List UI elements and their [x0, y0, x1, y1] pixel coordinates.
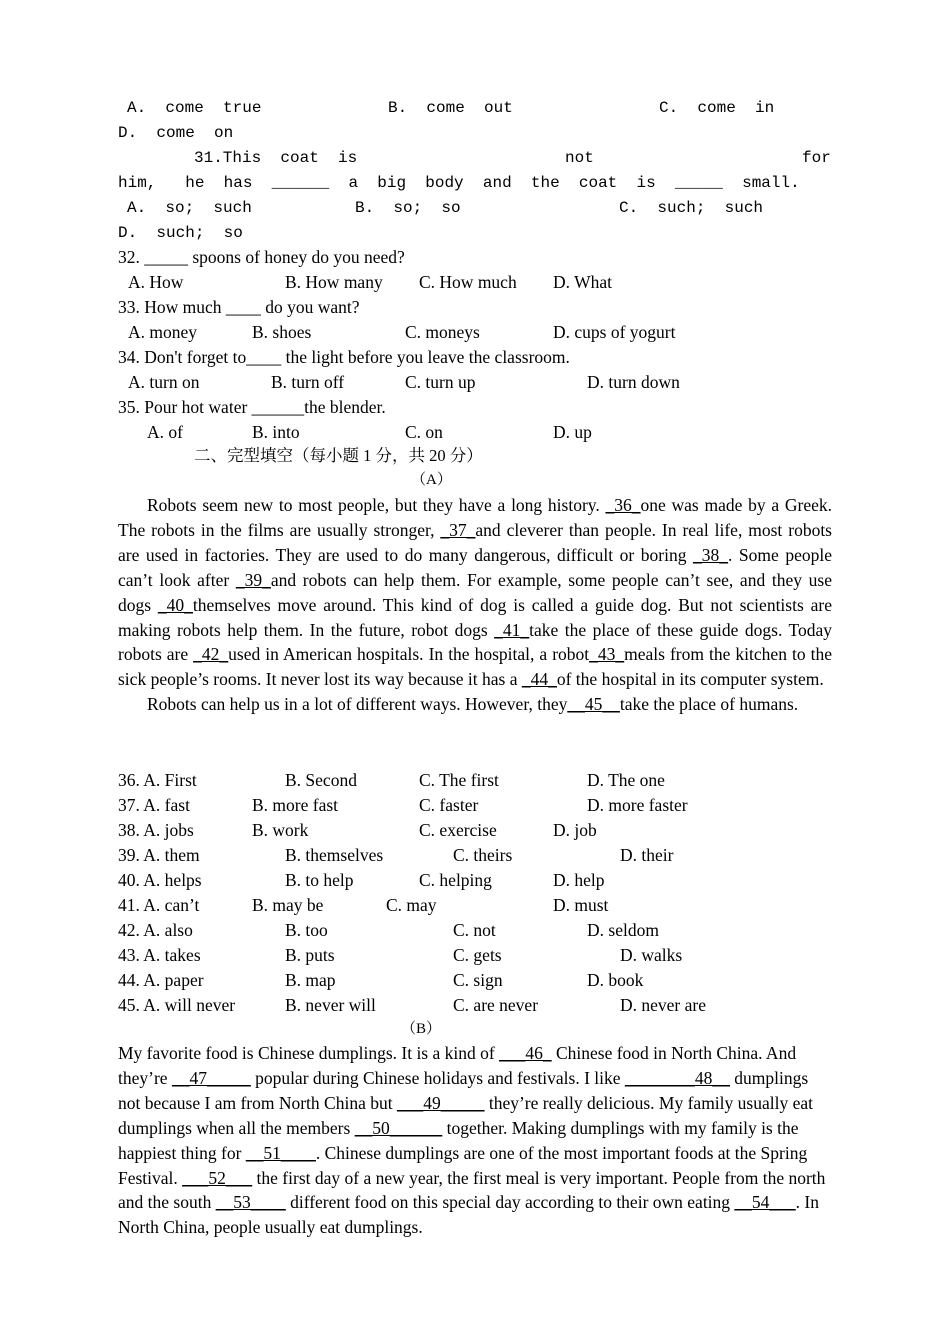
blank-46: ___46_: [499, 1043, 552, 1063]
q33-option-c: C. moneys: [405, 322, 480, 342]
blank-50: __50______: [354, 1117, 443, 1138]
q38-option-d: D. job: [553, 820, 597, 840]
blank-47: __47_____: [171, 1067, 251, 1088]
q42-option-b: B. too: [285, 920, 328, 940]
q31-option-b: B. so; so: [355, 199, 461, 217]
q39-option-c: C. theirs: [453, 845, 513, 865]
q32-option-c: C. How much: [419, 272, 517, 292]
q34-option-d: D. turn down: [587, 372, 680, 392]
blank-37: _37_: [440, 519, 476, 540]
blank-41: _41_: [494, 619, 530, 640]
section-title: 二、完型填空（每小题 1 分，共 20 分）: [194, 446, 483, 465]
q37-option-a: 37. A. fast: [118, 795, 190, 815]
q42-option-d: D. seldom: [587, 920, 659, 940]
passage-a: [118, 493, 832, 717]
q41-option-c: C. may: [386, 895, 437, 915]
q34-option-b: B. turn off: [271, 372, 345, 392]
blank-43: _43_: [589, 644, 625, 665]
q35-option-d: D. up: [553, 422, 592, 442]
q39-option-b: B. themselves: [285, 845, 384, 865]
blank-45: __45__: [567, 694, 620, 715]
q45-option-d: D. never are: [620, 995, 706, 1015]
q31-stem-part3: for: [802, 149, 831, 167]
q30-option-d: D. come on: [118, 124, 234, 142]
q31-stem-part1: 31.This coat is: [194, 149, 358, 167]
q31-option-a: A. so; such: [127, 199, 252, 217]
q44-option-a: 44. A. paper: [118, 970, 204, 990]
q41-option-b: B. may be: [252, 895, 324, 915]
blank-54: __54___: [734, 1192, 796, 1213]
passage-a-paragraph-2: Robots can help us in a lot of different ways. However, they__45__take the place of humans.: [147, 694, 799, 715]
q44-option-d: D. book: [587, 970, 644, 990]
q41-option-a: 41. A. can’t: [118, 895, 200, 915]
q34-option-a: A. turn on: [128, 372, 200, 392]
q45-option-a: 45. A. will never: [118, 995, 236, 1015]
q35-stem: 35. Pour hot water ______the blender.: [118, 397, 386, 417]
part-a-label: （A）: [411, 472, 452, 488]
q36-option-c: C. The first: [419, 770, 499, 790]
blank-48: ________48__: [624, 1067, 730, 1088]
q31-stem-line2: him, he has ______ a big body and the coat is _____ small.: [118, 174, 800, 192]
q30-option-b: B. come out: [388, 99, 513, 117]
blank-53: __53____: [215, 1192, 286, 1213]
q36-option-b: B. Second: [285, 770, 357, 790]
q39-option-a: 39. A. them: [118, 845, 200, 865]
q43-option-a: 43. A. takes: [118, 945, 201, 965]
q34-option-c: C. turn up: [405, 372, 476, 392]
q33-option-a: A. money: [128, 322, 198, 342]
q37-option-d: D. more faster: [587, 795, 688, 815]
q39-option-d: D. their: [620, 845, 674, 865]
q38-option-b: B. work: [252, 820, 309, 840]
q32-stem: 32. _____ spoons of honey do you need?: [118, 247, 405, 267]
q40-option-a: 40. A. helps: [118, 870, 202, 890]
blank-51: __51____: [245, 1142, 316, 1163]
q31-stem-part2: not: [565, 149, 594, 167]
part-b-label: （B）: [401, 1021, 442, 1037]
blank-36: _36_: [605, 495, 641, 515]
q31-option-c: C. such; such: [619, 199, 764, 217]
q37-option-b: B. more fast: [252, 795, 339, 815]
blank-38: _38_: [693, 544, 729, 565]
q35-option-b: B. into: [252, 422, 300, 442]
blank-44: _44_: [521, 669, 557, 690]
q43-option-d: D. walks: [620, 945, 683, 965]
q44-option-b: B. map: [285, 970, 336, 990]
q36-option-a: 36. A. First: [118, 770, 197, 790]
q40-option-d: D. help: [553, 870, 605, 890]
q38-option-a: 38. A. jobs: [118, 820, 194, 840]
q34-stem: 34. Don't forget to____ the light before you leave the classroom.: [118, 347, 570, 367]
blank-40: _40_: [157, 594, 193, 615]
passage-a-paragraph-1: Robots seem new to most people, but they have a long history. _36_one was made by a Greek. The robots in the films are usually stronger, _37_and cleverer than people. In real life, most robots are used in factories. They are used to do many dangerous, difficult or boring _38_. Some people can’t look after _39_and robots can help them. For example, some people can’t see, and they use dogs _40_themselves move around. This kind of dog is called a guide dog. But not scientists are making robots help them. In the future, robot dogs _41_take the place of these guide dogs. Today robots are _42_used in American hospitals. In the hospital, a robot_43_meals from the kitchen to the sick people’s rooms. It never lost its way because it has a _44_of the hospital in its computer system.: [118, 495, 833, 690]
q32-option-a: A. How: [128, 272, 184, 292]
q43-option-c: C. gets: [453, 945, 502, 965]
q33-option-d: D. cups of yogurt: [553, 322, 676, 342]
q33-option-b: B. shoes: [252, 322, 312, 342]
q30-option-c: C. come in: [659, 99, 775, 117]
q40-option-c: C. helping: [419, 870, 492, 890]
q33-stem: 33. How much ____ do you want?: [118, 297, 360, 317]
q45-option-c: C. are never: [453, 995, 539, 1015]
blank-49: ___49_____: [396, 1092, 485, 1113]
q42-option-a: 42. A. also: [118, 920, 193, 940]
passage-b: My favorite food is Chinese dumplings. It is a kind of ___46_ Chinese food in North China. And they’re __47_____ popular during Chinese holidays and festivals. I like ________48__ dumplings not because I am from North China but ___49_____ they’re really delicious. My family usually eat dumplings when all the members __50______ together. Making dumplings with my family is the happiest thing for __51____. Chinese dumplings are one of the most important foods at the Spring Festival. ___52___ the first day of a new year, the first meal is very important. People from the north and the south __53____ different food on this special day according to their own eating __54___. In North China, people usually eat dumplings.: [118, 1043, 826, 1238]
q43-option-b: B. puts: [285, 945, 335, 965]
q40-option-b: B. to help: [285, 870, 354, 890]
q37-option-c: C. faster: [419, 795, 479, 815]
q35-option-c: C. on: [405, 422, 443, 442]
q42-option-c: C. not: [453, 920, 496, 940]
q35-option-a: A. of: [147, 422, 183, 442]
q31-option-d: D. such; so: [118, 224, 243, 242]
q30-option-a: A. come true: [127, 99, 262, 117]
q41-option-d: D. must: [553, 895, 609, 915]
q36-option-d: D. The one: [587, 770, 665, 790]
q38-option-c: C. exercise: [419, 820, 497, 840]
blank-52: ___52___: [182, 1167, 253, 1188]
blank-39: _39_: [235, 569, 271, 590]
blank-42: _42_: [193, 644, 229, 665]
q32-option-d: D. What: [553, 272, 612, 292]
q44-option-c: C. sign: [453, 970, 503, 990]
q32-option-b: B. How many: [285, 272, 383, 292]
q45-option-b: B. never will: [285, 995, 376, 1015]
